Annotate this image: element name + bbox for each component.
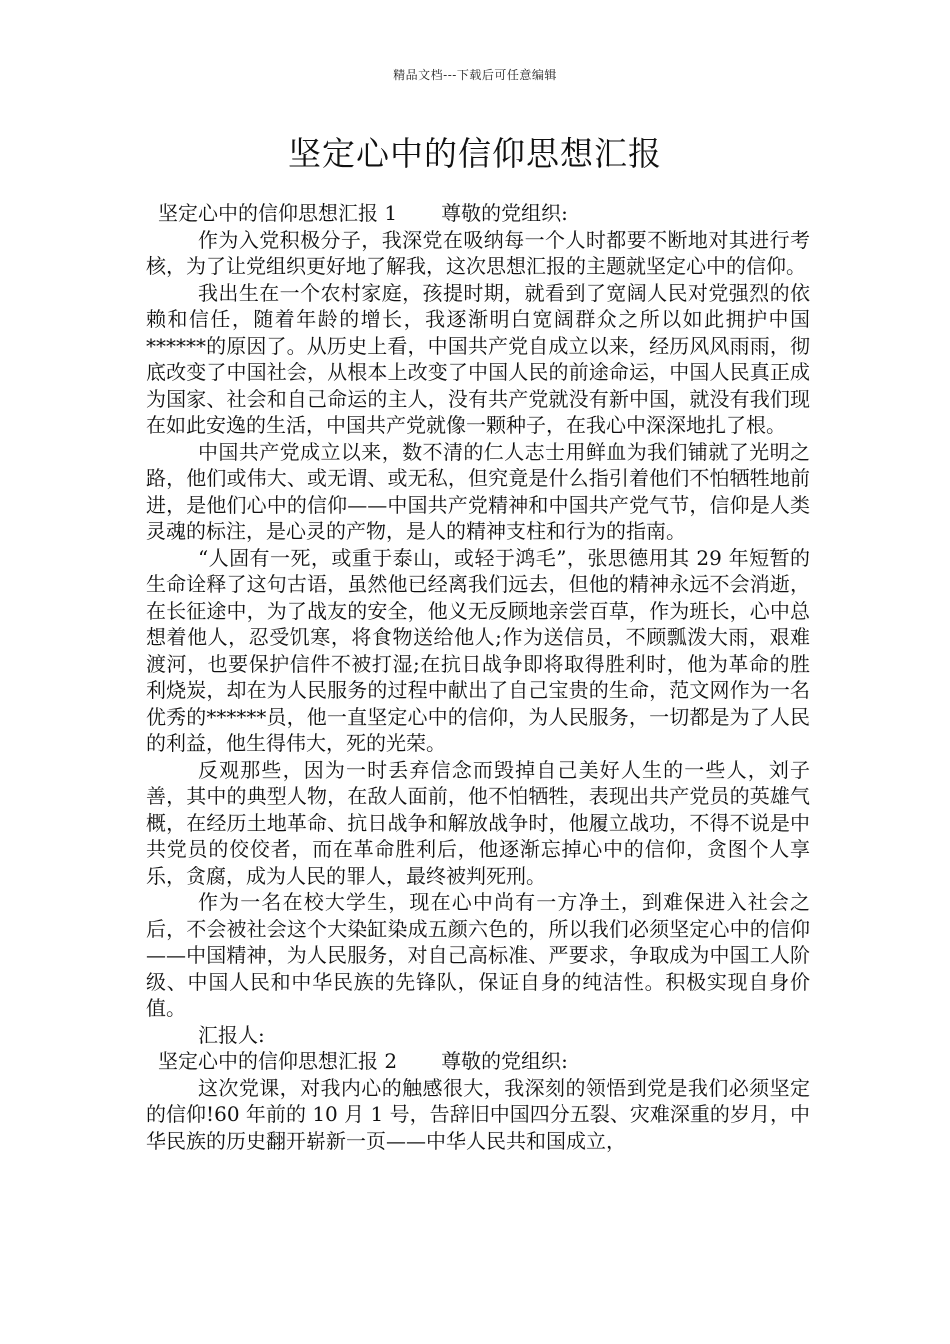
signature-line: 汇报人: bbox=[198, 1022, 265, 1047]
section-heading bbox=[146, 1048, 810, 1075]
paragraph: “人固有一死，或重于泰山，或轻于鸿毛”，张思德用其 29 年短暂的生命诠释了这句古语，虽然他已经离我们远去，但他的精神永远不会消逝，在长征途中，为了战友的安全，他义无反顾地亲尝百草，作为班长，心中总想着他人，忍受饥寒，将食物送给他人;作为送信员，不顾瓢泼大雨，艰难渡河，也要保护信件不被打湿;在抗日战争即将取得胜利时，他为革命的胜利烧炭，却在为人民服务的过程中献出了自己宝贵的生命，范文网作为一名优秀的******员，他一直坚定心中的信仰，为人民服务，一切都是为了人民的利益，他生得伟大，死的光荣。 bbox=[146, 545, 810, 755]
salutation: 尊敬的党组织: bbox=[441, 201, 568, 225]
paragraph: 我出生在一个农村家庭，孩提时期，就看到了宽阔人民对党强烈的依赖和信任，随着年龄的增长，我逐渐明白宽阔群众之所以如此拥护中国******的原因了。从历史上看，中国共产党自成立以来，经历风风雨雨，彻底改变了中国社会，从根本上改变了中国人民的前途命运，中国人民真正成为国家、社会和自己命运的主人，没有共产党就没有新中国，就没有我们现在如此安逸的生活，中国共产党就像一颗种子，在我心中深深地扎了根。 bbox=[146, 280, 810, 437]
paragraph: 作为一名在校大学生，现在心中尚有一方净土，到难保进入社会之后，不会被社会这个大染缸染成五颜六色的，所以我们必须坚定心中的信仰——中国精神，为人民服务，对自己高标准、严要求，争取成为中国工人阶级、中国人民和中华民族的先锋队，保证自身的纯洁性。积极实现自身价值。 bbox=[146, 890, 810, 1020]
document-body bbox=[146, 200, 810, 1154]
salutation: 尊敬的党组织: bbox=[441, 1049, 568, 1073]
paragraph: 作为入党积极分子，我深党在吸纳每一个人时都要不断地对其进行考核，为了让党组织更好地了解我，这次思想汇报的主题就坚定心中的信仰。 bbox=[146, 227, 810, 278]
document-title: 坚定心中的信仰思想汇报 bbox=[288, 134, 662, 173]
paragraph: 反观那些，因为一时丢弃信念而毁掉自己美好人生的一些人，刘子善，其中的典型人物，在敌人面前，他不怕牺牲，表现出共产党员的英雄气概，在经历土地革命、抗日战争和解放战争时，他履立战功，不得不说是中共党员的佼佼者，而在革命胜利后，他逐渐忘掉心中的信仰，贪图个人享乐，贪腐，成为人民的罪人，最终被判死刑。 bbox=[146, 757, 810, 888]
section-title: 坚定心中的信仰思想汇报 2 bbox=[158, 1049, 398, 1073]
paragraph: 这次党课，对我内心的触感很大，我深刻的领悟到党是我们必须坚定的信仰!60 年前的 10 月 1 号，告辞旧中国四分五裂、灾难深重的岁月，中华民族的历史翻开崭新一页——中华人民共和国成立， bbox=[146, 1075, 810, 1153]
paragraph: 中国共产党成立以来，数不清的仁人志士用鲜血为我们铺就了光明之路，他们或伟大、或无谓、或无私，但究竟是什么指引着他们不怕牺牲地前进，是他们心中的信仰——中国共产党精神和中国共产党气节，信仰是人类灵魂的标注，是心灵的产物，是人的精神支柱和行为的指南。 bbox=[146, 439, 810, 543]
section-heading bbox=[146, 200, 810, 227]
section-title: 坚定心中的信仰思想汇报 1 bbox=[158, 201, 398, 225]
header-note: 精品文档---下载后可任意编辑 bbox=[393, 68, 557, 82]
